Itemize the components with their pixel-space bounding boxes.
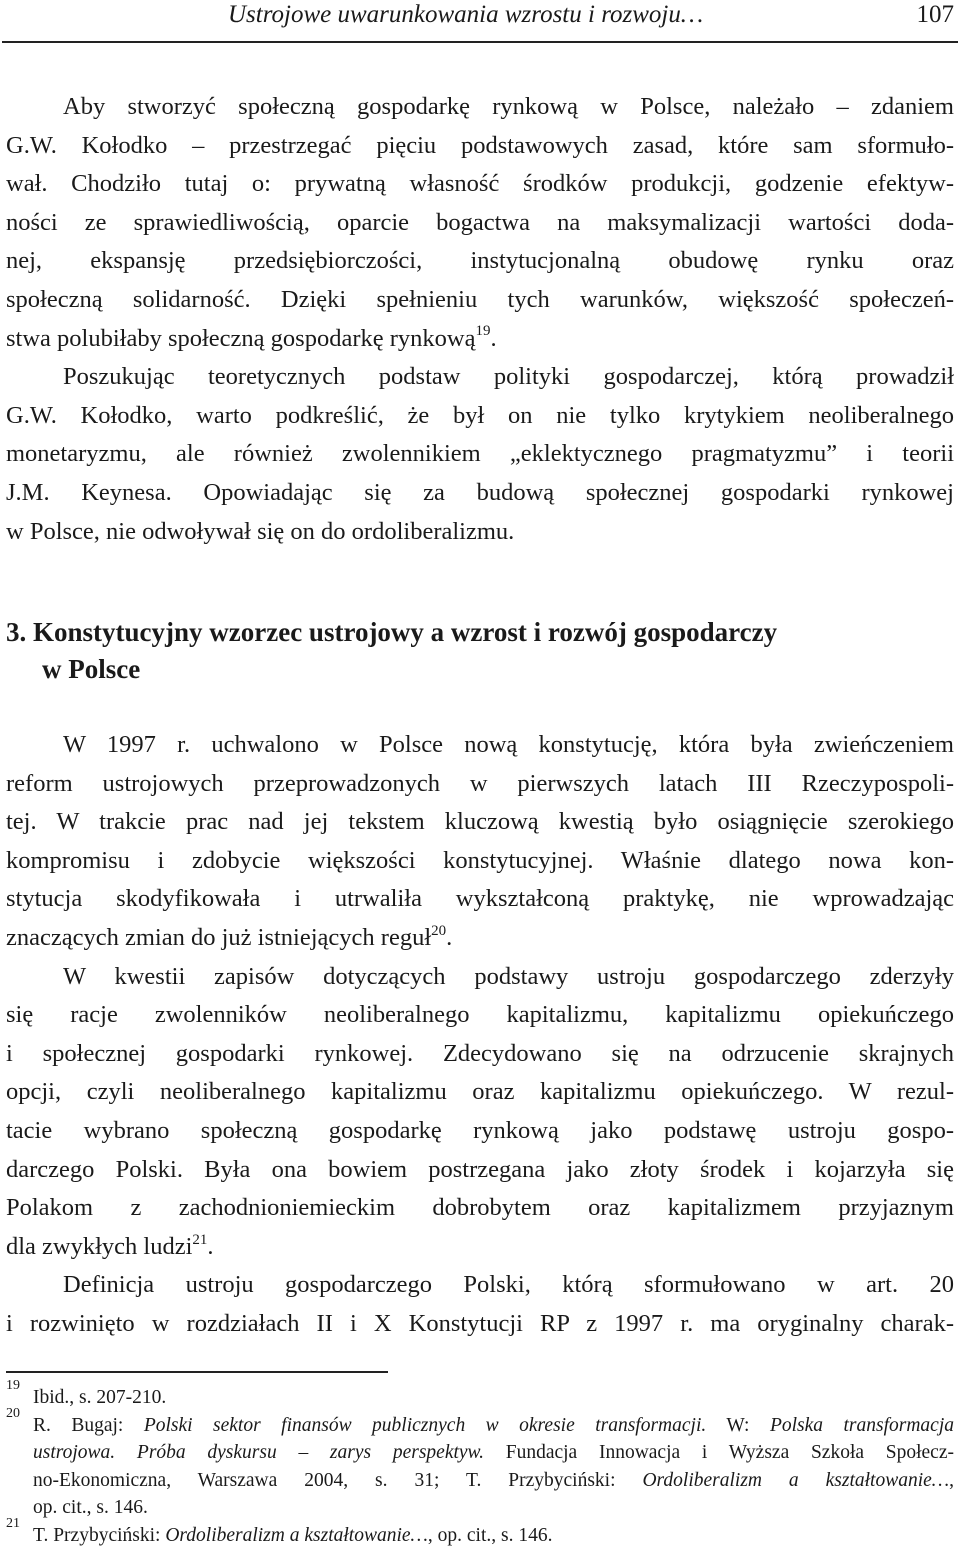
text-line: się racje zwolenników neoliberalnego kapitalizmu, kapitalizmu opiekuńczego	[6, 1001, 954, 1029]
footnote-text: ustrojowa. Próba dyskursu – zarys perspektyw. Fundacja Innowacja i Wyższa Szkoła Społecz-	[33, 1442, 954, 1463]
paragraphs-block-2	[6, 726, 954, 1344]
text-line: w Polsce, nie odwoływał się on do ordoliberalizmu.	[6, 517, 515, 545]
text-line: Poszukując teoretycznych podstaw polityki gospodarczej, którą prowadził	[63, 363, 954, 391]
text-line: kompromisu i zdobycie większości konstytucyjnej. Właśnie dlatego nowa kon-	[6, 846, 954, 874]
section-heading-line-2: w Polsce	[42, 654, 141, 684]
footnote-number: 19	[6, 1378, 20, 1393]
text-line: reform ustrojowych przeprowadzonych w pierwszych latach III Rzeczypospoli-	[6, 769, 954, 797]
footnote-ref-21: 21	[192, 1231, 208, 1248]
text-line: J.M. Keynesa. Opowiadając się za budową społecznej gospodarki rynkowej	[6, 478, 954, 506]
text-line: i rozwinięto w rozdziałach II i X Konstytucji RP z 1997 r. ma oryginalny charak-	[6, 1309, 954, 1337]
section-heading	[6, 614, 954, 688]
footnote-ref-20: 20	[431, 922, 447, 939]
text-line: W kwestii zapisów dotyczących podstawy ustroju gospodarczego zderzyły	[63, 962, 954, 990]
running-title: Ustrojowe uwarunkowania wzrostu i rozwoju…	[228, 1, 704, 28]
footnote-ref-19: 19	[475, 323, 491, 340]
text-line: tacie wybrano społeczną gospodarkę rynkową jako podstawę ustroju gospo-	[6, 1116, 954, 1144]
footnote-text: R. Bugaj: Polski sektor finansów publicznych w okresie transformacji. W: Polska transformacja	[33, 1414, 954, 1436]
footnote-number: 21	[6, 1515, 20, 1531]
header-rule	[2, 41, 958, 43]
text-line: Aby stworzyć społeczną gospodarkę rynkową w Polsce, należało – zdaniem	[63, 93, 954, 120]
text-line: G.W. Kołodko, warto podkreślić, że był on nie tylko krytykiem neoliberalnego	[6, 401, 954, 429]
text-line: ności ze sprawiedliwością, oparcie bogactwa na maksymalizacji wartości doda-	[6, 208, 954, 236]
text-line: monetaryzmu, ale również zwolennikiem „eklektycznego pragmatyzmu” i teorii	[6, 440, 954, 468]
text-line: darczego Polski. Była ona bowiem postrzegana jako złoty środek i kojarzyła się	[6, 1155, 954, 1183]
text-line: W 1997 r. uchwalono w Polsce nową konstytucję, która była zwieńczeniem	[63, 731, 954, 758]
text-line: i społecznej gospodarki rynkowej. Zdecydowano się na odrzucenie skrajnych	[6, 1039, 954, 1067]
footnote-number: 20	[6, 1405, 20, 1421]
footnotes	[6, 1378, 954, 1549]
running-header	[0, 0, 960, 44]
footnote-separator	[6, 1371, 388, 1373]
text-line: G.W. Kołodko – przestrzegać pięciu podstawowych zasad, które sam sformuło-	[6, 131, 954, 159]
text-line: dla zwykłych ludzi$^{21}$.	[6, 1231, 214, 1260]
text-line: tej. W trakcie prac nad jej tekstem kluczową kwestią było osiągnięcie szerokiego	[6, 808, 954, 836]
footnote-text: Ibid., s. 207-210.	[33, 1387, 167, 1408]
text-line: Definicja ustroju gospodarczego Polski, którą sformułowano w art. 20	[63, 1271, 954, 1299]
text-line: wał. Chodziło tutaj o: prywatną własność środków produkcji, godzenie efektyw-	[6, 170, 954, 198]
section-heading-line-1: 3. Konstytucyjny wzorzec ustrojowy a wzrost i rozwój gospodarczy	[6, 617, 778, 647]
text-line: opcji, czyli neoliberalnego kapitalizmu oraz kapitalizmu opiekuńczego. W rezul-	[6, 1078, 954, 1106]
text-line: stytucja skodyfikowała i utrwaliła wykształconą praktykę, nie wprowadzając	[6, 885, 954, 913]
paragraphs-block-1	[6, 88, 954, 551]
text-line: społeczną solidarność. Dzięki spełnieniu tych warunków, większość społeczeń-	[6, 285, 954, 313]
footnote-text: no-Ekonomiczna, Warszawa 2004, s. 31; T. Przybyciński: Ordoliberalizm a kształtowanie…,	[33, 1469, 954, 1491]
footnote-19	[6, 1378, 954, 1412]
text-line: znaczących zmian do już istniejących reguł$^{20}$.	[6, 922, 453, 951]
footnote-text: T. Przybyciński: Ordoliberalizm a kształtowanie…, op. cit., s. 146.	[33, 1524, 553, 1546]
text-line: nej, ekspansję przedsiębiorczości, instytucjonalną obudowę rynku oraz	[6, 247, 954, 275]
footnote-text: op. cit., s. 146.	[33, 1497, 148, 1518]
text-line: Polakom z zachodnioniemieckim dobrobytem oraz kapitalizmem przyjaznym	[6, 1194, 954, 1222]
footnote-21	[6, 1515, 954, 1550]
page-number: 107	[916, 1, 954, 28]
footnote-20	[6, 1405, 954, 1522]
text-line: stwa polubiłaby społeczną gospodarkę rynkową$^{19}$.	[6, 323, 497, 352]
